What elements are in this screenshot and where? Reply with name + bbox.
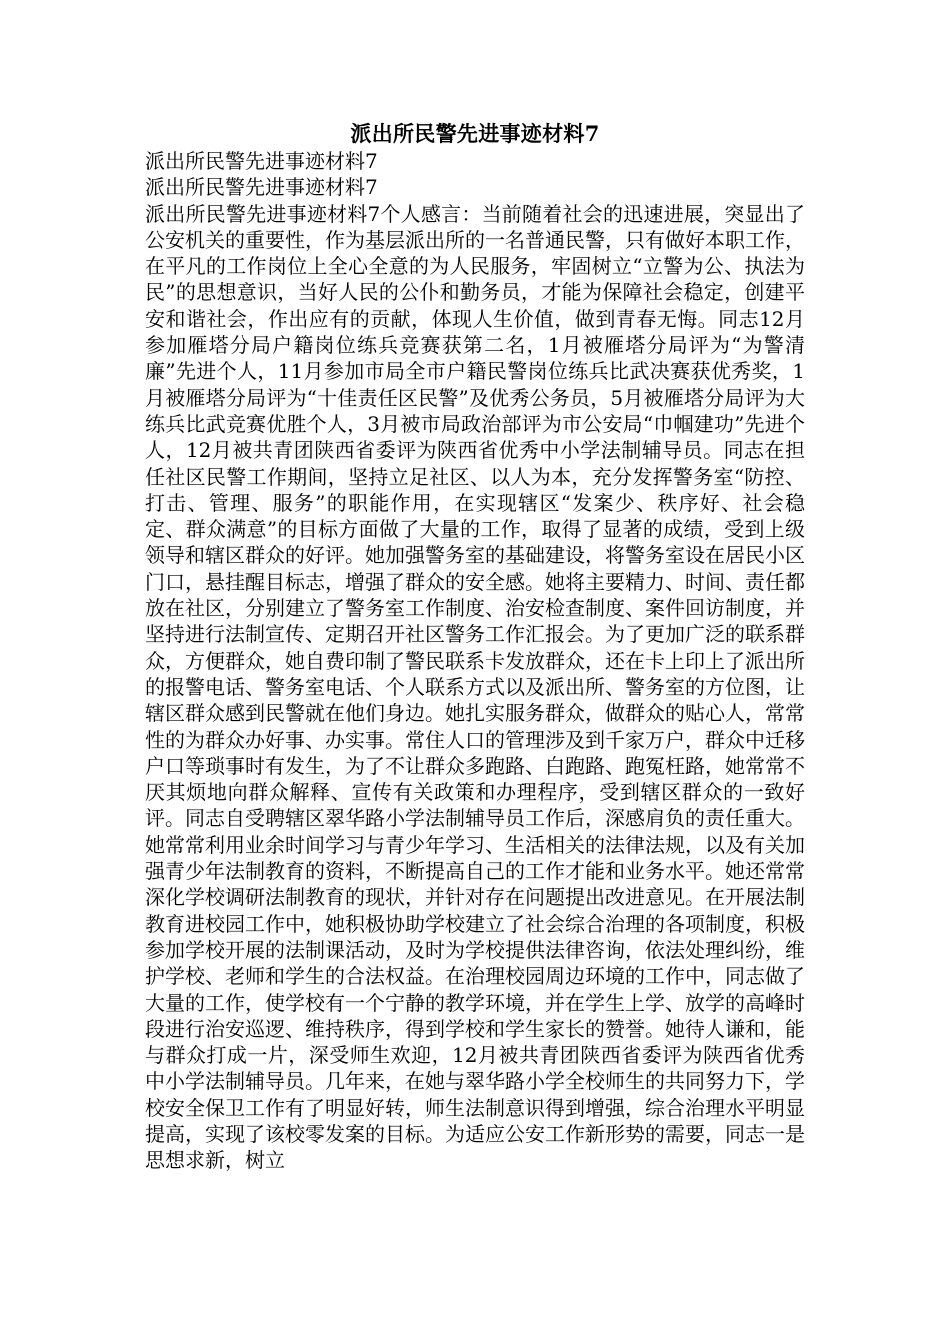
document-subtitle-2: 派出所民警先进事迹材料7 xyxy=(145,175,378,200)
document-content xyxy=(145,120,805,1174)
document-title: 派出所民警先进事迹材料7 xyxy=(350,121,600,146)
document-subtitle-1: 派出所民警先进事迹材料7 xyxy=(145,149,378,173)
document-body-paragraph: 派出所民警先进事迹材料7个人感言：当前随着社会的迅速进展，突显出了公安机关的重要性，作为基层派出所的一名普通民警，只有做好本职工作，在平凡的工作岗位上全心全意的为人民服务，牢固树立“立警为公、执法为民”的思想意识，当好人民的公仆和勤务员，才能为保障社会稳定，创建平安和谐社会，作出应有的贡献，体现人生价值，做到青春无悔。同志12月参加雁塔分局户籍岗位练兵竞赛获第二名，1月被雁塔分局评为“为警清廉”先进个人，11月参加市局全市户籍民警岗位练兵比武决赛获优秀奖，1月被雁塔分局评为“十佳责任区民警”及优秀公务员，5月被雁塔分局评为大练兵比武竞赛优胜个人，3月被市局政治部评为市公安局“巾帼建功”先进个人，12月被共青团陕西省委评为陕西省优秀中小学法制辅导员。同志在担任社区民警工作期间，坚持立足社区、以人为本，充分发挥警务室“防控、打击、管理、服务”的职能作用，在实现辖区“发案少、秩序好、社会稳定、群众满意”的目标方面做了大量的工作，取得了显著的成绩，受到上级领导和辖区群众的好评。她加强警务室的基础建设，将警务室设在居民小区门口，悬挂醒目标志，增强了群众的安全感。她将主要精力、时间、责任都放在社区，分别建立了警务室工作制度、治安检查制度、案件回访制度，并坚持进行法制宣传、定期召开社区警务工作汇报会。为了更加广泛的联系群众，方便群众，她自费印制了警民联系卡发放群众，还在卡上印上了派出所的报警电话、警务室电话、个人联系方式以及派出所、警务室的方位图，让辖区群众感到民警就在他们身边。她扎实服务群众，做群众的贴心人，常常性的为群众办好事、办实事。常住人口的管理涉及到千家万户，群众中迁移户口等琐事时有发生，为了不让群众多跑路、白跑路、跑冤枉路，她常常不厌其烦地向群众解释、宣传有关政策和办理程序，受到辖区群众的一致好评。同志自受聘辖区翠华路小学法制辅导员工作后，深感肩负的责任重大。她常常利用业余时间学习与青少年学习、生活相关的法律法规，以及有关加强青少年法制教育的资料，不断提高自己的工作才能和业务水平。她还常常深化学校调研法制教育的现状，并针对存在问题提出改进意见。在开展法制教育进校园工作中，她积极协助学校建立了社会综合治理的各项制度，积极参加学校开展的法制课活动，及时为学校提供法律咨询，依法处理纠纷，维护学校、老师和学生的合法权益。在治理校园周边环境的工作中，同志做了大量的工作，使学校有一个宁静的教学环境，并在学生上学、放学的高峰时段进行治安巡逻、维持秩序，得到学校和学生家长的赞誉。她待人谦和，能与群众打成一片，深受师生欢迎，12月被共青团陕西省委评为陕西省优秀中小学法制辅导员。几年来，在她与翠华路小学全校师生的共同努力下，学校安全保卫工作有了明显好转，师生法制意识得到增强，综合治理水平明显提高，实现了该校零发案的目标。为适应公安工作新形势的需要，同志一是思想求新，树立 xyxy=(145,201,805,1173)
